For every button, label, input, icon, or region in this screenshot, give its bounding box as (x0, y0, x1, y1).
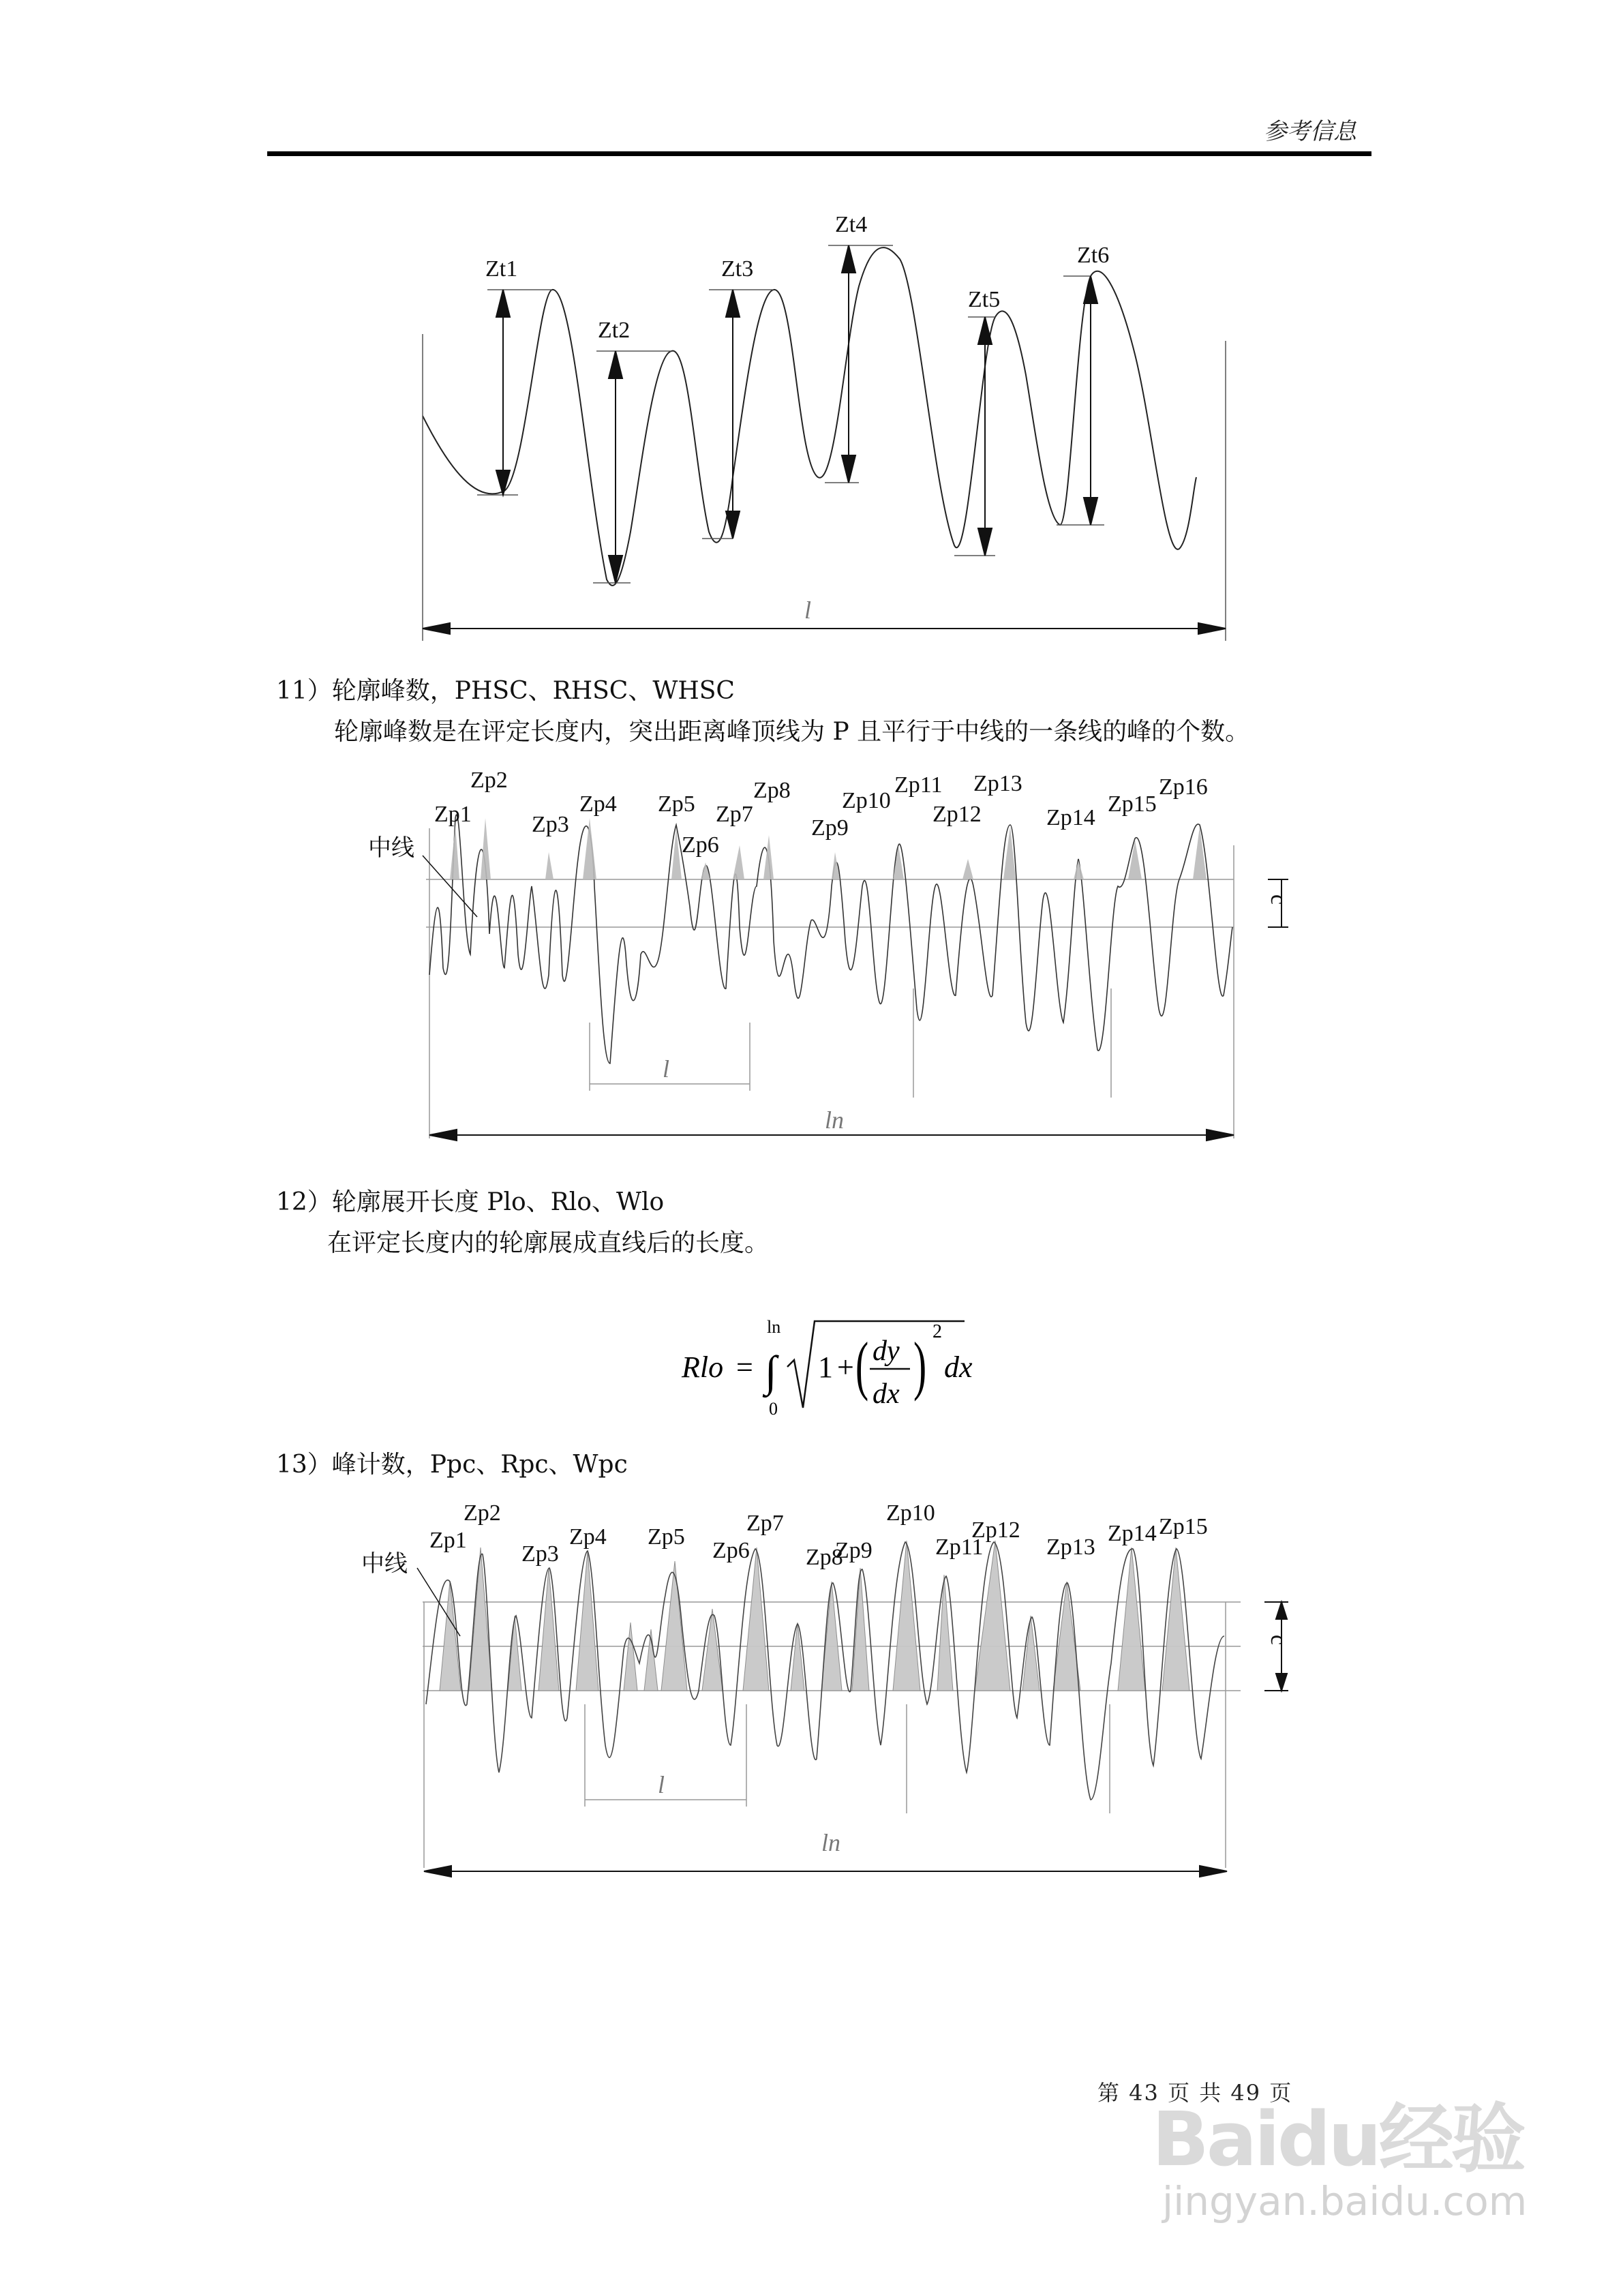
label-zt6: Zt6 (1077, 243, 1110, 268)
zp-label: Zp4 (569, 1524, 607, 1550)
formula-lower-limit: 0 (769, 1399, 778, 1419)
section-13-title: 13）峰计数，Ppc、Rpc、Wpc (276, 1451, 628, 1479)
ln-label-fig2: ln (825, 1106, 845, 1134)
formula-one: 1 (818, 1350, 833, 1384)
ln-label-fig3: ln (821, 1829, 841, 1856)
formula-differential: dx (944, 1350, 973, 1384)
zp-label: Zp9 (811, 815, 849, 841)
zp-label: Zp8 (753, 778, 791, 803)
watermark-url: jingyan.baidu.com (1162, 2178, 1528, 2224)
zp-label: Zp8 (806, 1545, 843, 1570)
zp-label: Zp13 (973, 771, 1022, 796)
zp-label: Zp16 (1159, 774, 1208, 800)
section-11-desc: 轮廓峰数是在评定长度内，突出距离峰顶线为 P 且平行于中线的一条线的峰的个数。 (334, 718, 1250, 746)
mid-line-label-fig2: 中线 (368, 836, 414, 861)
section-12-title: 12）轮廓展开长度 Plo、Rlo、Wlo (276, 1188, 665, 1216)
c-label-fig2: c (1266, 894, 1291, 905)
formula-left-paren: ( (855, 1329, 869, 1402)
integral-sign: ∫ (765, 1347, 777, 1395)
section-12-desc: 在评定长度内的轮廓展成直线后的长度。 (327, 1229, 770, 1257)
formula-exponent: 2 (932, 1321, 942, 1342)
zp-label: Zp2 (470, 768, 508, 793)
l-label-fig3: l (658, 1771, 665, 1798)
page-footer: 第 43 页 共 49 页 (1097, 2080, 1293, 2106)
zp-label: Zp10 (842, 788, 891, 813)
zp-label: Zp6 (682, 832, 719, 858)
zp-label: Zp3 (532, 812, 569, 837)
formula-numerator: dy (873, 1335, 900, 1367)
mid-line-label-fig3: 中线 (361, 1552, 408, 1577)
formula-lhs: Rlo (682, 1350, 724, 1384)
formula-denominator: dx (873, 1378, 900, 1410)
zp-label: Zp15 (1159, 1514, 1208, 1539)
zp-label: Zp6 (712, 1538, 750, 1563)
zp-label: Zp5 (658, 791, 695, 817)
zp-label: Zp12 (971, 1517, 1020, 1543)
label-zt1: Zt1 (485, 256, 518, 282)
zp-label: Zp14 (1046, 805, 1095, 830)
zp-label: Zp3 (521, 1541, 559, 1567)
formula-upper-limit: ln (767, 1317, 781, 1337)
zp-label: Zp14 (1108, 1521, 1157, 1546)
zp-label: Zp13 (1046, 1535, 1095, 1560)
zp-label: Zp1 (434, 802, 472, 827)
zp-label: Zp10 (886, 1500, 935, 1526)
formula-equals: = (736, 1350, 753, 1384)
zp-label: Zp2 (464, 1500, 501, 1526)
formula-plus: + (837, 1350, 854, 1384)
watermark-brand: Baidu经验 (1152, 2096, 1523, 2183)
zp-label: Zp15 (1108, 791, 1157, 817)
formula-right-paren: ) (913, 1329, 927, 1402)
label-l-fig1: l (804, 596, 812, 624)
zp-label: Zp4 (579, 791, 617, 817)
zp-label: Zp7 (716, 802, 753, 827)
label-zt2: Zt2 (598, 318, 631, 343)
label-zt3: Zt3 (721, 256, 754, 282)
c-label-fig3: c (1266, 1635, 1291, 1646)
zp-label: Zp1 (429, 1528, 467, 1553)
l-label-fig2: l (663, 1055, 670, 1083)
zp-label: Zp11 (894, 772, 943, 798)
header-title: 参考信息 (1264, 118, 1356, 145)
label-zt5: Zt5 (968, 287, 1001, 312)
zp-label: Zp7 (746, 1511, 784, 1536)
label-zt4: Zt4 (835, 212, 868, 237)
section-11-title: 11）轮廓峰数，PHSC、RHSC、WHSC (276, 677, 735, 705)
zp-label: Zp12 (932, 802, 982, 827)
zp-label: Zp9 (835, 1538, 873, 1563)
zp-label: Zp5 (648, 1524, 685, 1550)
zp-label: Zp11 (935, 1535, 984, 1560)
